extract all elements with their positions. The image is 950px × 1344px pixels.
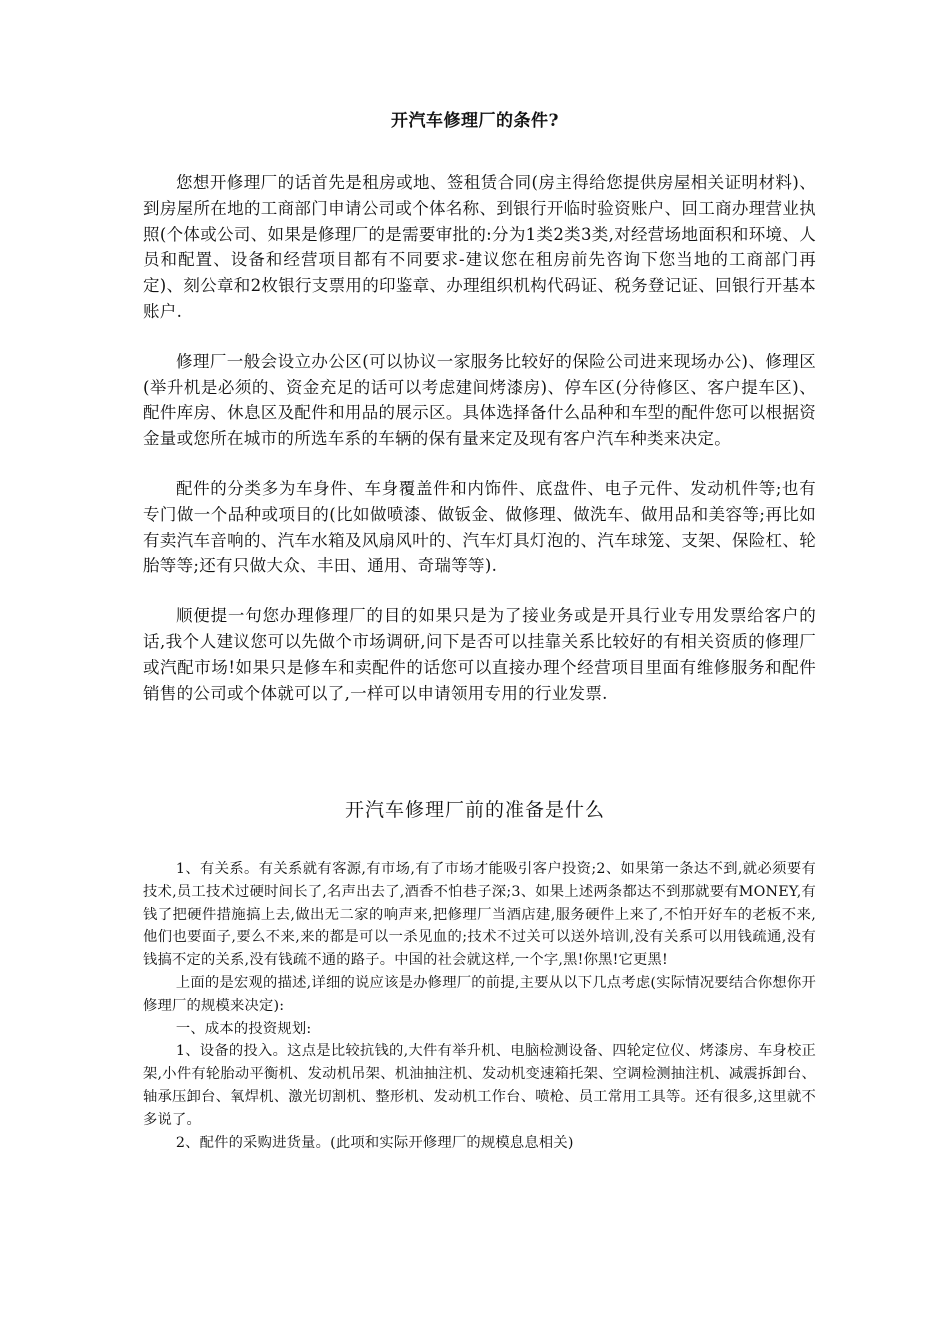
paragraph-relationships: 1、有关系。有关系就有客源,有市场,有了市场才能吸引客户投资;2、如果第一条达不到,就必须要有技术,员工技术过硬时间长了,名声出去了,酒香不怕巷子深;3、如果上述两条都达不到那就要有MONEY,有钱了把硬件措施搞上去,做出无二家的响声来,把修理厂当酒店建,服务硬件上来了,不怕开好车的老板不来,他们也要面子,要么不来,来的都是可以一杀见血的;技术不过关可以送外培训,没有关系可以用钱疏通,没有钱搞不定的关系,没有钱疏不通的路子。中国的社会就这样,一个字,黑!你黑!它更黑! xyxy=(143,861,816,969)
paragraph-equipment: 1、设备的投入。这点是比较抗钱的,大件有举升机、电脑检测设备、四轮定位仪、烤漆房、车身校正架,小件有轮胎动平衡机、发动机吊架、机油抽注机、发动机变速箱托架、空调检测抽注机、减震拆卸台、轴承压卸台、氧焊机、激光切割机、整形机、发动机工作台、喷枪、员工常用工具等。还有很多,这里就不多说了。 xyxy=(143,1043,816,1128)
paragraph-invoice-advice: 顺便提一句您办理修理厂的目的如果只是为了接业务或是开具行业专用发票给客户的话,我个人建议您可以先做个市场调研,问下是否可以挂靠关系比较好的有相关资质的修理厂或汽配市场!如果只是修车和卖配件的话您可以直接办理个经营项目里面有维修服务和配件销售的公司或个体就可以了,一样可以申请领用专用的行业发票. xyxy=(143,606,816,703)
paragraph-parts-purchasing: 2、配件的采购进货量。(此项和实际开修理厂的规模息息相关) xyxy=(175,1134,574,1151)
paragraph-shop-areas: 修理厂一般会设立办公区(可以协议一家服务比较好的保险公司进来现场办公)、修理区(举升机是必须的、资金充足的话可以考虑建间烤漆房)、停车区(分待修区、客户提车区)、配件库房、休息区及配件和用品的展示区。具体选择备什么品种和车型的配件您可以根据资金量或您所在城市的所选车系的车辆的保有量来定及现有客户汽车种类来决定。 xyxy=(143,351,816,449)
paragraph-business-registration: 您想开修理厂的话首先是租房或地、签租赁合同(房主得给您提供房屋相关证明材料)、到房屋所在地的工商部门申请公司或个体名称、到银行开临时验资账户、回工商办理营业执照(个体或公司、如果是修理厂的是需要审批的:分为1类2类3类,对经营场地面积和环境、人员和配置、设备和经营项目都有不同要求-建议您在租房前先咨询下您当地的工商部门再定)、刻公章和2枚银行支票用的印鉴章、办理组织机构代码证、税务登记证、回银行开基本账户. xyxy=(143,173,816,321)
conditions-section xyxy=(143,170,816,730)
paragraph-overview: 上面的是宏观的描述,详细的说应该是办修理厂的前提,主要从以下几点考虑(实际情况要结合你想你开修理厂的规模来决定): xyxy=(143,974,816,1014)
heading-cost-planning: 一、成本的投资规划: xyxy=(175,1020,312,1037)
paragraph-parts-categories: 配件的分类多为车身件、车身覆盖件和内饰件、底盘件、电子元件、发动机件等;也有专门做一个品种或项目的(比如做喷漆、做钣金、做修理、做洗车、做用品和美容等;再比如有卖汽车音响的、汽车水箱及风扇风叶的、汽车灯具灯泡的、汽车球笼、支架、保险杠、轮胎等等;还有只做大众、丰田、通用、奇瑞等等). xyxy=(143,478,816,576)
document-title: 开汽车修理厂的条件? xyxy=(391,111,559,131)
section-subtitle: 开汽车修理厂前的准备是什么 xyxy=(344,799,605,821)
preparation-section xyxy=(143,858,816,1154)
